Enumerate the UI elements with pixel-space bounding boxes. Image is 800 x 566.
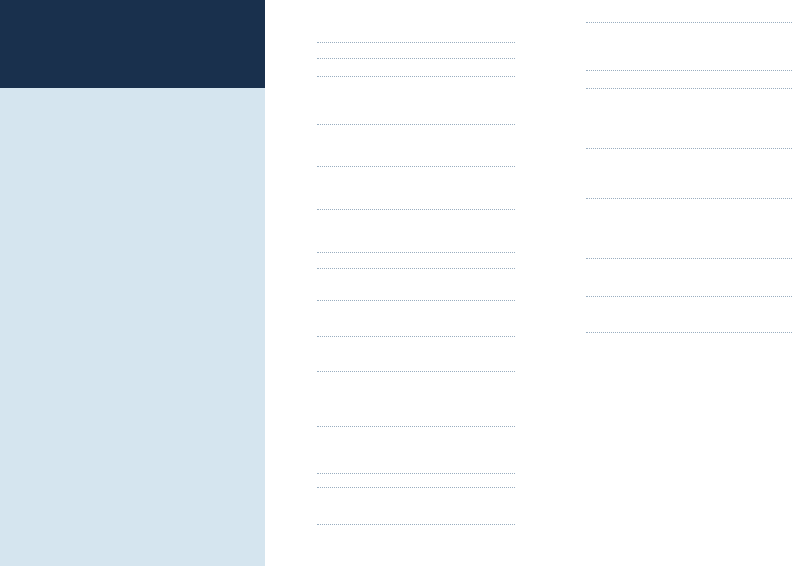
entry-divider (586, 258, 792, 259)
entry-divider (317, 124, 515, 125)
entry-divider (586, 22, 792, 23)
presentation-panel (0, 0, 265, 566)
entry-divider (317, 166, 515, 167)
entry-divider (586, 198, 792, 199)
entry-divider (317, 371, 515, 372)
entry-divider (317, 473, 515, 474)
entry-divider (317, 487, 515, 488)
entry-divider (317, 524, 515, 525)
entry-divider (317, 426, 515, 427)
entry-divider (317, 58, 515, 59)
entry-divider (586, 148, 792, 149)
entry-divider (317, 252, 515, 253)
entry-divider (586, 88, 792, 89)
entry-divider (317, 209, 515, 210)
entry-divider (317, 76, 515, 77)
entry-divider (317, 336, 515, 337)
entry-divider (586, 332, 792, 333)
entry-divider (586, 296, 792, 297)
title-band (0, 0, 265, 88)
programme-column-left (265, 0, 527, 566)
programme-column-right (548, 0, 800, 566)
entry-divider (317, 300, 515, 301)
entry-divider (317, 268, 515, 269)
entry-divider (317, 42, 515, 43)
programme-panel (265, 0, 800, 566)
entry-divider (586, 70, 792, 71)
